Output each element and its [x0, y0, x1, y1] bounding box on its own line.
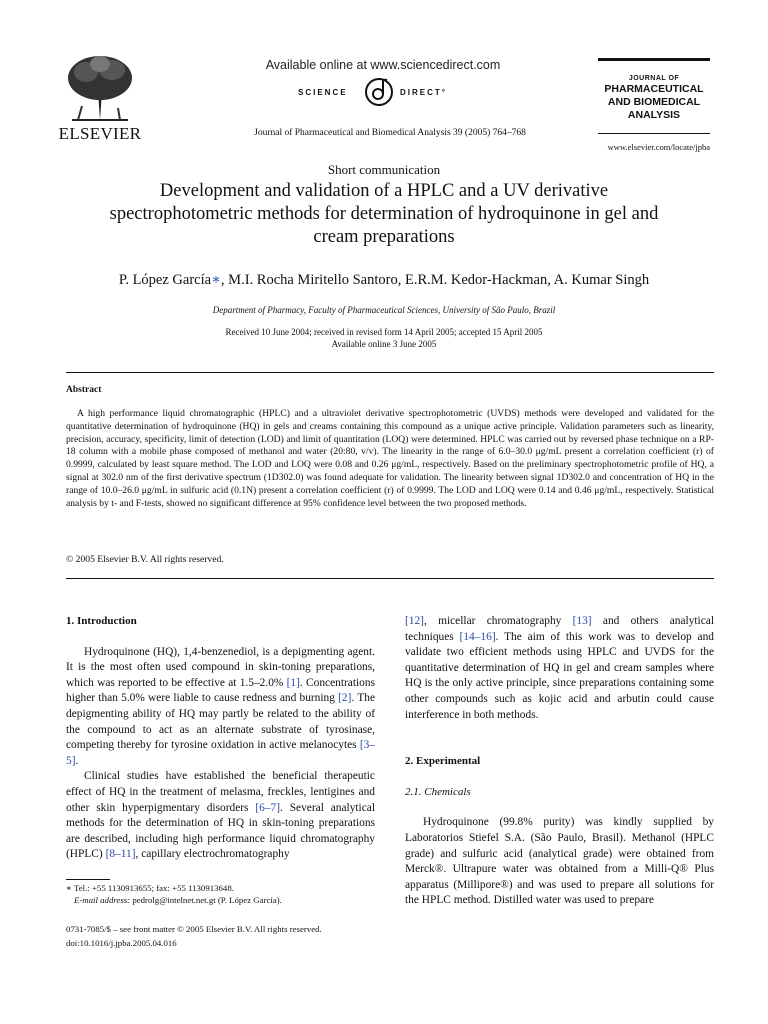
abstract-copyright: © 2005 Elsevier B.V. All rights reserved.: [66, 554, 224, 565]
journal-of-label: JOURNAL OF: [628, 75, 680, 82]
paragraph-chemicals: Hydroquinone (99.8% purity) was kindly supplied by Laboratorios Stiefel S.A. (São Paulo, Brasil). Methanol (HPLC grade) and sulfuric acid (analytical grade) were obtained from Merck®. Ultrapure water was obtained from a Milli-Q® Plus apparatus (Millipore®) and was used to prepare all solutions for the HPLC method. Distilled water was used to prepare: [405, 816, 714, 907]
email-label: E-mail address:: [74, 895, 131, 905]
other-authors: , M.I. Rocha Miritello Santoro, E.R.M. Kedor-Hackman, A. Kumar Singh: [220, 272, 650, 288]
p1-text-a: Hydroquinone (HQ), 1,4-benzenediol, is a depigmenting agent. It is the most often used compound in skin-toning preparations, which was reported to be effective at 1.5–2.0%: [66, 645, 375, 689]
abstract-heading: Abstract: [66, 385, 102, 395]
citation-link-8-11[interactable]: [8–11]: [105, 848, 136, 861]
p1-text-b: . Concentrations higher than 5.0% were liable to cause redness and burning: [66, 676, 375, 705]
journal-citation: Journal of Pharmaceutical and Biomedical Analysis 39 (2005) 764–768: [254, 128, 526, 138]
affiliation: Department of Pharmacy, Faculty of Pharmaceutical Sciences, University of São Paulo, Brazil: [212, 305, 556, 315]
abstract-body: [66, 408, 714, 510]
citation-link-6-7[interactable]: [6–7]: [255, 801, 281, 814]
right-column: [405, 614, 714, 909]
p2-text-c: , capillary electrochromatography: [135, 848, 290, 861]
received-dates: Received 10 June 2004; received in revised form 14 April 2005; accepted 15 April 2005: [225, 327, 543, 337]
journal-name-line3: ANALYSIS: [627, 109, 681, 121]
abstract-top-rule: [66, 372, 714, 373]
footnote-email-line: [66, 894, 386, 906]
paragraph-intro-1: [66, 645, 375, 770]
footnote-tel: ∗ Tel.: +55 1130913655; fax: +55 1130913648.: [66, 883, 234, 893]
abstract-text: A high performance liquid chromatographic (HPLC) and a ultraviolet derivative spectrophotometric (UVDS) methods were developed and validated for the quantitative determination of hydroquinone (HQ) in gels and creams containing this compound as a unique active principle. Validation parameters such as linearity, precision, accuracy, specificity, limit of detection (LOD) and limit of quantitation (LOQ) were determined. HPLC was carried out by reversed phase technique on a RP-18 column with a mobile phase composed of methanol and water (20:80, v/v). The linearity in the range of 6.0–30.0 μg/mL present a correlation coefficient (r) of 0.9999, calculated by least square method. The LOD and LOQ were 0.08 and 0.26 μg/mL, respectively. Based on the preliminary spectrophotometric profile of HQ, a signal at 302.0 nm of the first derivative spectrum (1D302.0) was found adequate for validation. The linearity between signal 1D302.0 and concentration of HQ in the range of 10.0–26.0 μg/mL in sulfuric acid (0.1N) present a correlation coefficient (r) of 0.9999. The LOD and LOQ were 0.14 and 0.46 μg/mL, respectively. Statistical analysis by t- and F-tests, showed no significant difference at 95% confidence level between the two proposed methods.: [66, 408, 714, 509]
p1-text-c: . The depigmenting ability of HQ may partly be related to the ability of the compound to act as an alternate substrate of tyrosinase, competing thereby for tyrosine oxidation in active melanocytes: [66, 692, 375, 752]
corresponding-author-link[interactable]: ∗: [211, 272, 221, 288]
issn-line: 0731-7085/$ – see front matter © 2005 Elsevier B.V. All rights reserved.: [66, 924, 322, 934]
author-list: [60, 272, 708, 289]
available-online-text: Available online at www.sciencedirect.com: [265, 58, 501, 72]
section-2-heading: 2. Experimental: [405, 755, 481, 768]
footnote: [66, 882, 386, 906]
citation-link-1[interactable]: [1]: [286, 676, 300, 689]
footnote-rule: [66, 879, 110, 880]
left-column: [66, 614, 375, 863]
section-2-1-heading: 2.1. Chemicals: [405, 785, 471, 798]
journal-name-line1: PHARMACEUTICAL: [604, 83, 704, 95]
p2-text-d: , micellar chromatography: [423, 615, 573, 627]
journal-title-box: [598, 58, 710, 134]
journal-name-line2: AND BIOMEDICAL: [607, 96, 701, 108]
citation-link-13[interactable]: [13]: [572, 615, 592, 627]
article-dates: [60, 326, 708, 350]
email-address[interactable]: pedrolg@intelnet.net.gt (P. López García).: [130, 895, 282, 905]
sciencedirect-logo: [270, 76, 500, 110]
p2-text-e: and others analytical techniques: [405, 615, 714, 643]
journal-url-link[interactable]: www.elsevier.com/locate/jpba: [607, 142, 710, 152]
article-type: Short communication: [327, 162, 441, 177]
elsevier-tree-logo: [62, 50, 138, 130]
sciencedirect-mark-icon: [363, 76, 395, 108]
paragraph-intro-2-cont: [405, 614, 714, 723]
citation-link-12[interactable]: [12]: [405, 615, 424, 627]
citation-link-3-5[interactable]: [3–5]: [66, 739, 375, 767]
bottom-notes: [66, 922, 386, 950]
sd-right-text: DIRECT°: [400, 88, 447, 97]
abstract-bottom-rule: [66, 578, 714, 579]
sd-left-text: SCIENCE: [298, 88, 348, 97]
doi-link[interactable]: doi:10.1016/j.jpba.2005.04.016: [66, 938, 177, 948]
available-online-date: Available online 3 June 2005: [331, 339, 437, 349]
citation-link-2[interactable]: [2]: [338, 692, 352, 705]
section-1-heading: 1. Introduction: [66, 615, 137, 627]
p2-text-f: . The aim of this work was to develop and validate two efficient methods using HPLC and UVDS for the quantitative determination of HQ in gel and cream samples where HQ is the only active principle, since preparations containing some other compounds such as kojic acid and arbutin could cause interference in both methods.: [405, 630, 714, 721]
publisher-name: ELSEVIER: [58, 124, 142, 143]
citation-link-14-16[interactable]: [14–16]: [459, 630, 496, 643]
article-title: Development and validation of a HPLC and a UV derivative spectrophotometric methods for determination of hydroquinone in gel and cream preparations: [109, 181, 659, 247]
p2-text-a: Clinical studies have established the beneficial therapeutic effect of HQ in the treatment of melasma, freckles, lentigines and other skin hyperpigmentary disorders: [66, 770, 375, 814]
p2-text-b: . Several analytical methods for the determination of HQ in skin-toning preparations are described, including high performance liquid chromatography (HPLC): [66, 801, 375, 861]
first-author: P. López García: [118, 272, 212, 288]
p1-text-d: .: [75, 754, 79, 767]
paragraph-intro-2: [66, 769, 375, 863]
